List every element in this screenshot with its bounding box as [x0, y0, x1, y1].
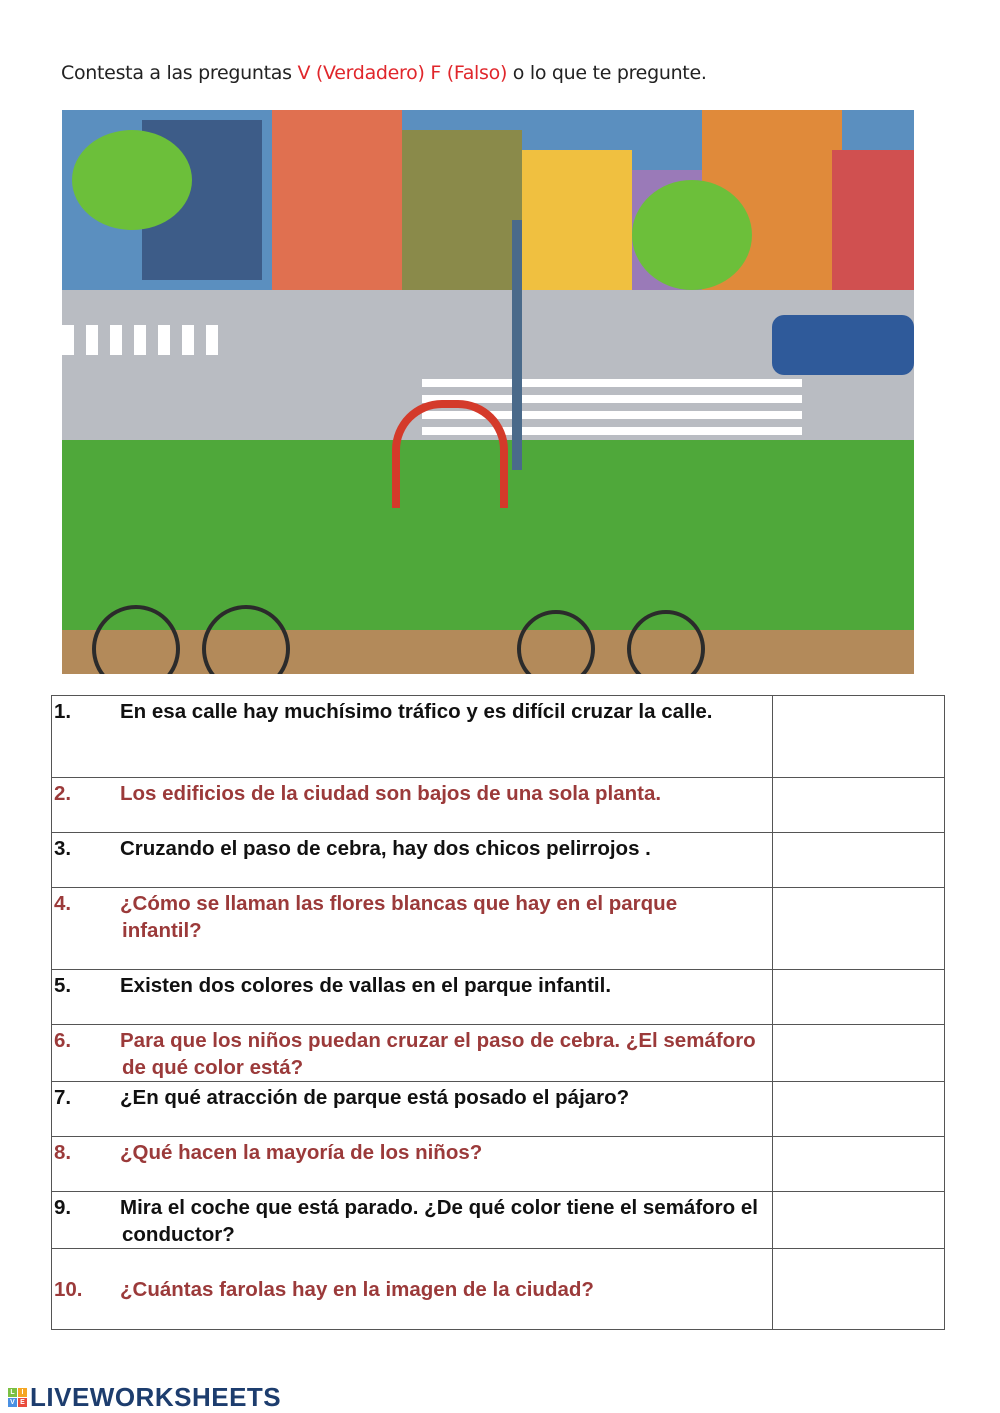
question-cell: [52, 1137, 773, 1192]
answer-input[interactable]: [773, 1137, 944, 1154]
question-text: Existen dos colores de vallas en el parque infantil.: [120, 974, 612, 997]
instructions-highlight: V (Verdadero) F (Falso): [297, 62, 508, 84]
answer-cell[interactable]: [773, 1137, 945, 1192]
city-park-illustration: [62, 110, 914, 674]
question-text: Los edificios de la ciudad son bajos de una sola planta.: [120, 782, 662, 805]
question-text: ¿Cuántas farolas hay en la imagen de la ciudad?: [120, 1278, 594, 1301]
answer-cell[interactable]: [773, 970, 945, 1025]
answer-input[interactable]: [773, 696, 944, 713]
answer-input[interactable]: [773, 888, 944, 905]
question-text: ¿Cómo se llaman las flores blancas que hay en el parque infantil?: [120, 892, 678, 942]
question-row: [52, 778, 945, 833]
question-number: 7.: [54, 1086, 72, 1109]
answer-cell[interactable]: [773, 1025, 945, 1082]
answer-cell[interactable]: [773, 778, 945, 833]
question-row: [52, 833, 945, 888]
question-cell: [52, 970, 773, 1025]
answer-cell[interactable]: [773, 833, 945, 888]
question-text: ¿En qué atracción de parque está posado el pájaro?: [120, 1086, 630, 1109]
question-row: [52, 1025, 945, 1082]
question-number: 5.: [54, 974, 72, 997]
answer-input[interactable]: [773, 1192, 944, 1209]
question-number: 2.: [54, 782, 72, 805]
question-number: 9.: [54, 1196, 72, 1219]
answer-cell[interactable]: [773, 1192, 945, 1249]
question-row: [52, 888, 945, 970]
question-cell: [52, 1082, 773, 1137]
question-row: [52, 970, 945, 1025]
answer-input[interactable]: [773, 833, 944, 850]
question-text: Mira el coche que está parado. ¿De qué color tiene el semáforo el conductor?: [120, 1196, 758, 1246]
question-cell: [52, 1025, 773, 1082]
question-cell: [52, 1192, 773, 1249]
question-number: 4.: [54, 892, 72, 915]
question-text: Cruzando el paso de cebra, hay dos chicos pelirrojos .: [120, 837, 651, 860]
answer-input[interactable]: [773, 1025, 944, 1042]
question-text: En esa calle hay muchísimo tráfico y es difícil cruzar la calle.: [120, 700, 713, 723]
question-row: [52, 1192, 945, 1249]
question-cell: [52, 1249, 773, 1330]
answer-cell[interactable]: [773, 1082, 945, 1137]
answer-cell[interactable]: [773, 1249, 945, 1330]
question-number: 10.: [54, 1278, 83, 1301]
question-number: 3.: [54, 837, 72, 860]
question-row: [52, 1249, 945, 1330]
question-number: 8.: [54, 1141, 72, 1164]
answer-input[interactable]: [773, 1082, 944, 1099]
instructions: Contesta a las preguntas V (Verdadero) F (Falso) o lo que te pregunte.: [61, 62, 707, 84]
answer-input[interactable]: [773, 970, 944, 987]
question-cell: [52, 778, 773, 833]
liveworksheets-logo: L I V E LIVEWORKSHEETS: [8, 1382, 281, 1413]
logo-icon: L I V E: [8, 1388, 27, 1407]
question-row: [52, 696, 945, 778]
question-text: Para que los niños puedan cruzar el paso de cebra. ¿El semáforo de qué color está?: [120, 1029, 756, 1079]
question-row: [52, 1137, 945, 1192]
answer-input[interactable]: [773, 1249, 944, 1266]
questions-table: [51, 695, 945, 1330]
question-text: ¿Qué hacen la mayoría de los niños?: [120, 1141, 483, 1164]
question-cell: [52, 696, 773, 778]
answer-input[interactable]: [773, 778, 944, 795]
answer-cell[interactable]: [773, 696, 945, 778]
question-number: 6.: [54, 1029, 72, 1052]
question-number: 1.: [54, 700, 72, 723]
question-cell: [52, 833, 773, 888]
answer-cell[interactable]: [773, 888, 945, 970]
question-cell: [52, 888, 773, 970]
question-row: [52, 1082, 945, 1137]
